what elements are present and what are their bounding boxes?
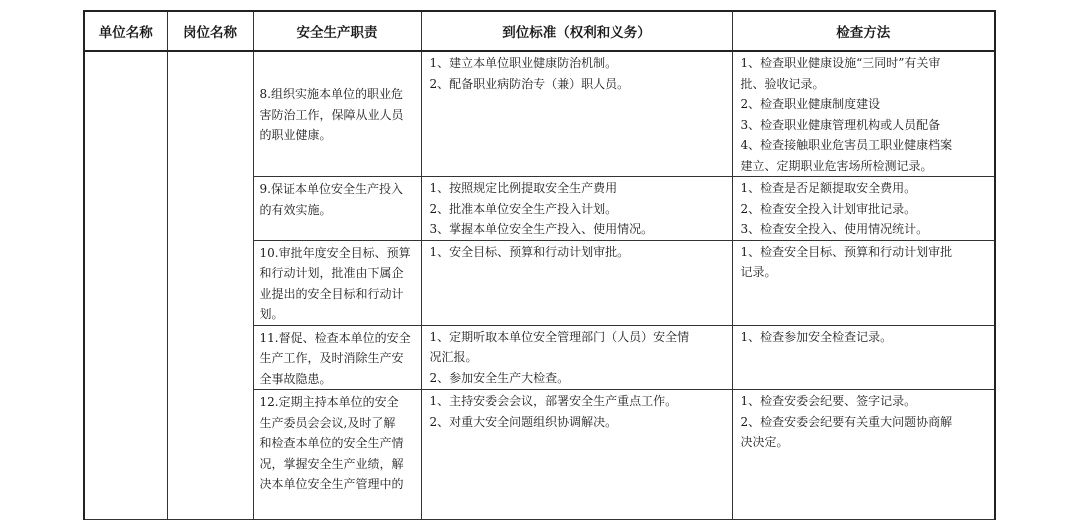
method-cell [732,177,995,241]
method-item: 4、检查接触职业危害员工职业健康档案 [740,138,953,152]
method-item: 1、检查参加安全检查记录。 [740,329,893,344]
duty-cell [253,177,421,241]
table-row [84,51,995,177]
method-cell [732,240,995,325]
standard-cell [421,177,732,241]
method-item: 2、检查安委会纪要有关重大问题协商解 [740,414,953,429]
duty-cell [253,325,421,390]
method-item: 2、检查安全投入计划审批记录。 [740,201,917,216]
method-item: 批、验收记录。 [740,76,825,91]
standard-item: 2、配备职业病防治专（兼）职人员。 [429,76,630,91]
duty-cell [253,51,421,177]
standard-item: 2、参加安全生产大检查。 [429,370,570,385]
duty-cell [253,240,421,325]
standard-item: 1、主持安委会会议，部署安全生产重点工作。 [429,394,678,408]
position-name-cell [167,51,253,520]
standard-cell [421,390,732,520]
duty-line: 业提出的安全目标和行动计 [259,286,404,301]
method-cell [732,390,995,520]
duty-line: 9.保证本单位安全生产投入 [259,182,403,196]
duty-line: 害防治工作，保障从业人员 [259,107,404,122]
method-item: 1、检查是否足额提取安全费用。 [740,181,917,195]
unit-name-cell [84,51,167,520]
standard-cell [421,325,732,390]
duty-line: 和检查本单位的安全生产情 [259,436,404,450]
method-item: 建立、定期职业危害场所检测记录。 [740,158,933,173]
table-header-row [84,11,995,51]
method-item: 1、检查职业健康设施“三同时”有关审 [740,56,941,70]
method-item: 3、检查安全投入、使用情况统计。 [740,222,929,236]
duty-cell [253,390,421,520]
method-item: 1、检查安全目标、预算和行动计划审批 [740,244,953,259]
header-safety-duty: 安全生产职责 [253,11,421,51]
header-unit-name: 单位名称 [84,11,167,51]
duty-line: 8.组织实施本单位的职业危 [259,87,403,102]
duty-line: 生产委员会会议,及时了解 [259,415,396,430]
method-item: 决决定。 [740,435,789,449]
responsibility-table [83,10,996,520]
standard-item: 1、按照规定比例提取安全生产费用 [429,181,618,195]
duty-line: 11.督促、检查本单位的安全 [259,330,411,345]
method-item: 记录。 [740,265,777,279]
duty-line: 的有效实施。 [259,202,332,217]
standard-item: 况汇报。 [429,350,478,364]
header-position-name: 岗位名称 [167,11,253,51]
duty-line: 全事故隐患。 [259,371,332,386]
method-item: 1、检查安委会纪要、签字记录。 [740,394,917,408]
method-cell [732,325,995,390]
duty-line: 决本单位安全生产管理中的 [259,477,404,491]
method-cell [732,51,995,177]
duty-line: 和行动计划，批准由下属企 [259,266,404,280]
method-item: 3、检查职业健康管理机构或人员配备 [740,117,941,132]
standard-item: 2、对重大安全问题组织协调解决。 [429,414,618,429]
duty-line: 10.审批年度安全目标、预算 [259,245,411,260]
standard-item: 3、掌握本单位安全生产投入、使用情况。 [429,222,654,236]
duty-line: 况，掌握安全生产业绩，解 [259,456,404,471]
standard-item: 2、批准本单位安全生产投入计划。 [429,201,618,216]
standard-item: 1、建立本单位职业健康防治机制。 [429,56,618,70]
method-item: 2、检查职业健康制度建设 [740,97,881,111]
duty-line: 12.定期主持本单位的安全 [259,395,399,409]
standard-cell [421,51,732,177]
duty-line: 生产工作，及时消除生产安 [259,351,404,365]
header-check-method: 检查方法 [732,11,995,51]
header-standard: 到位标准（权利和义务） [421,11,732,51]
standard-item: 1、安全目标、预算和行动计划审批。 [429,244,630,259]
duty-line: 的职业健康。 [259,128,332,143]
standard-item: 1、定期听取本单位安全管理部门（人员）安全情 [429,329,690,344]
duty-line: 划。 [259,307,284,321]
standard-cell [421,240,732,325]
